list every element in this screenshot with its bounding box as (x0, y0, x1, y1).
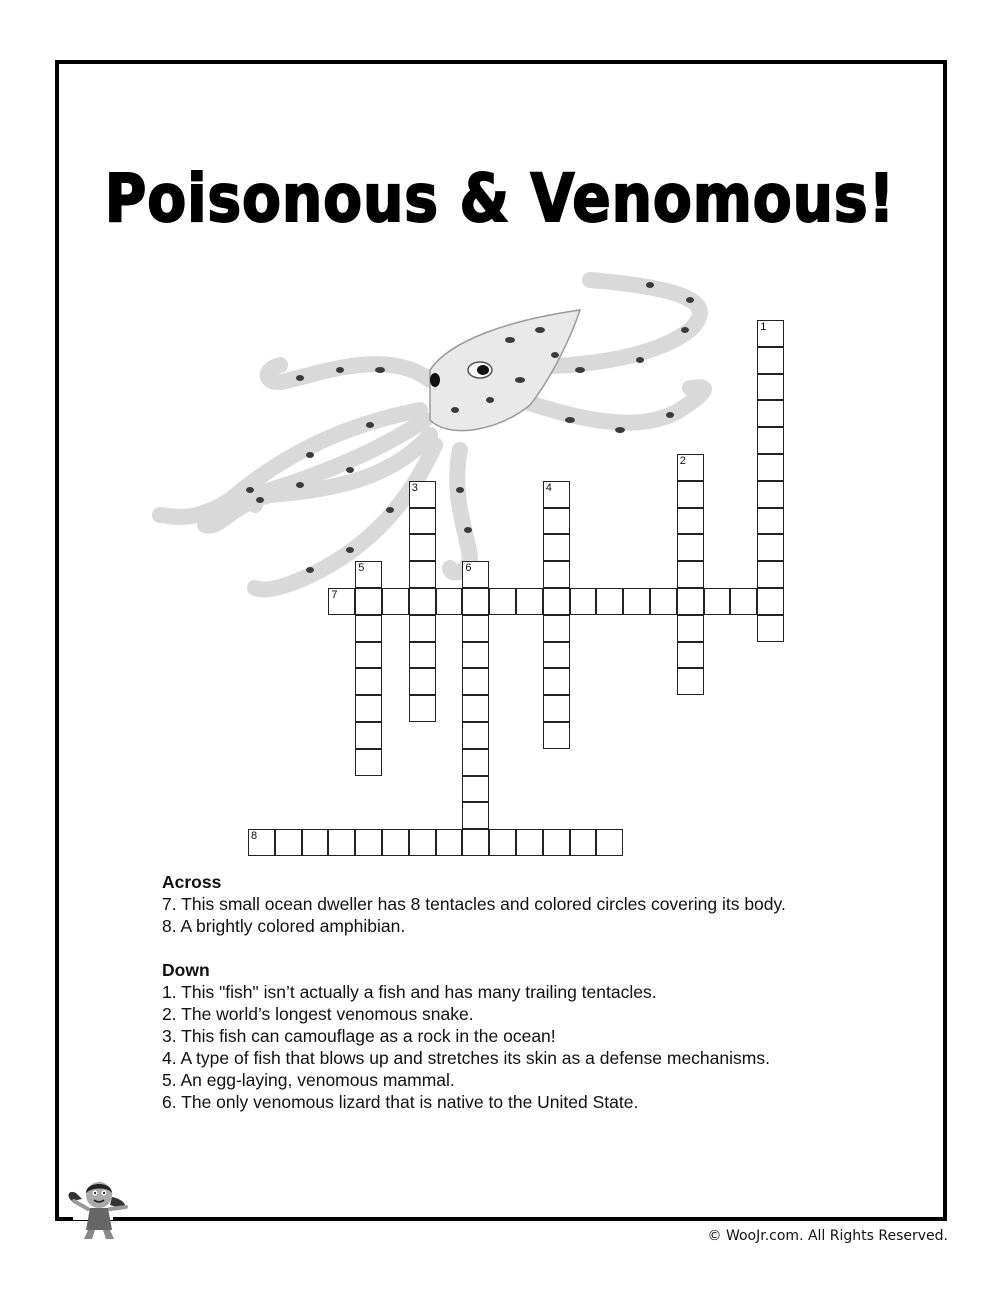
crossword-cell[interactable] (677, 481, 704, 508)
crossword-cell[interactable] (757, 534, 784, 561)
crossword-cell[interactable] (677, 534, 704, 561)
crossword-cell[interactable] (409, 642, 436, 669)
worksheet-title: Poisonous & Venomous! (104, 160, 896, 237)
crossword-cell[interactable] (543, 829, 570, 856)
crossword-cell[interactable] (462, 642, 489, 669)
crossword-cell[interactable] (757, 320, 784, 347)
crossword-cell[interactable] (328, 829, 355, 856)
crossword-cell[interactable] (462, 668, 489, 695)
crossword-cell[interactable] (543, 722, 570, 749)
crossword-cell[interactable] (543, 481, 570, 508)
crossword-cell[interactable] (677, 615, 704, 642)
clue-number: 6 (465, 562, 472, 575)
crossword-cell[interactable] (436, 829, 463, 856)
down-heading: Down (162, 960, 210, 980)
crossword-cell[interactable] (704, 588, 731, 615)
crossword-cell[interactable] (409, 615, 436, 642)
clue-number: 7 (331, 589, 338, 601)
crossword-cell[interactable] (355, 615, 382, 642)
crossword-cell[interactable] (409, 588, 436, 615)
octopus-illustration (150, 270, 730, 610)
crossword-cell[interactable] (462, 722, 489, 749)
crossword-cell[interactable] (543, 588, 570, 615)
crossword-cell[interactable] (462, 561, 489, 588)
crossword-cell[interactable] (409, 668, 436, 695)
crossword-cell[interactable] (355, 668, 382, 695)
crossword-cell[interactable] (677, 668, 704, 695)
clue-number: 1 (760, 321, 767, 333)
crossword-cell[interactable] (355, 829, 382, 856)
clue-down-6: 6. The only venomous lizard that is native to the United State. (162, 1092, 639, 1112)
crossword-cell[interactable] (730, 588, 757, 615)
clue-down-5: 5. An egg-laying, venomous mammal. (162, 1070, 455, 1090)
crossword-cell[interactable] (596, 588, 623, 615)
crossword-cell[interactable] (248, 829, 275, 856)
crossword-cell[interactable] (757, 561, 784, 588)
crossword-cell[interactable] (409, 508, 436, 535)
crossword-cell[interactable] (328, 588, 355, 615)
crossword-cell[interactable] (462, 776, 489, 803)
clues-section (162, 871, 922, 1135)
crossword-cell[interactable] (462, 829, 489, 856)
crossword-cell[interactable] (677, 642, 704, 669)
crossword-cell[interactable] (355, 749, 382, 776)
crossword-cell[interactable] (650, 588, 677, 615)
clue-down-4: 4. A type of fish that blows up and stretches its skin as a defense mechanisms. (162, 1048, 770, 1068)
clue-across-8: 8. A brightly colored amphibian. (162, 916, 406, 936)
crossword-cell[interactable] (543, 668, 570, 695)
copyright-footer: © WooJr.com. All Rights Reserved. (707, 1228, 948, 1244)
crossword-cell[interactable] (409, 481, 436, 508)
crossword-cell[interactable] (543, 561, 570, 588)
clue-down-1: 1. This "fish" isn’t actually a fish and has many trailing tentacles. (162, 982, 657, 1002)
crossword-cell[interactable] (275, 829, 302, 856)
crossword-cell[interactable] (570, 829, 597, 856)
crossword-cell[interactable] (436, 588, 463, 615)
crossword-cell[interactable] (355, 722, 382, 749)
clue-down-3: 3. This fish can camouflage as a rock in the ocean! (162, 1026, 556, 1046)
crossword-cell[interactable] (355, 642, 382, 669)
crossword-cell[interactable] (543, 615, 570, 642)
crossword-cell[interactable] (462, 695, 489, 722)
clue-number: 5 (358, 562, 365, 575)
crossword-cell[interactable] (757, 347, 784, 374)
crossword-cell[interactable] (462, 749, 489, 776)
crossword-cell[interactable] (757, 588, 784, 615)
crossword-cell[interactable] (757, 508, 784, 535)
clue-number: 2 (679, 455, 686, 467)
crossword-cell[interactable] (677, 561, 704, 588)
crossword-cell[interactable] (543, 534, 570, 561)
crossword-cell[interactable] (677, 454, 704, 481)
crossword-cell[interactable] (543, 695, 570, 722)
crossword-cell[interactable] (462, 802, 489, 829)
crossword-cell[interactable] (543, 642, 570, 669)
crossword-cell[interactable] (409, 829, 436, 856)
crossword-cell[interactable] (516, 829, 543, 856)
crossword-cell[interactable] (489, 829, 516, 856)
crossword-cell[interactable] (409, 561, 436, 588)
clue-number: 8 (251, 830, 258, 843)
clue-across-7: 7. This small ocean dweller has 8 tentacles and colored circles covering its body. (162, 894, 786, 914)
crossword-cell[interactable] (677, 508, 704, 535)
clue-number: 4 (545, 481, 552, 494)
mascot-girl-icon (62, 1175, 137, 1245)
crossword-cell[interactable] (543, 508, 570, 535)
clue-down-2: 2. The world’s longest venomous snake. (162, 1004, 474, 1024)
crossword-cell[interactable] (409, 534, 436, 561)
crossword-cell[interactable] (570, 588, 597, 615)
clue-number: 3 (411, 481, 418, 494)
crossword-cell[interactable] (596, 829, 623, 856)
crossword-cell[interactable] (516, 588, 543, 615)
crossword-cell[interactable] (623, 588, 650, 615)
crossword-cell[interactable] (409, 695, 436, 722)
crossword-cell[interactable] (489, 588, 516, 615)
crossword-cell[interactable] (757, 400, 784, 427)
crossword-cell[interactable] (677, 588, 704, 615)
crossword-cell[interactable] (355, 561, 382, 588)
crossword-cell[interactable] (757, 374, 784, 401)
crossword-cell[interactable] (757, 615, 784, 642)
crossword-cell[interactable] (302, 829, 329, 856)
crossword-cell[interactable] (382, 829, 409, 856)
crossword-cell[interactable] (462, 615, 489, 642)
crossword-cell[interactable] (382, 588, 409, 615)
crossword-cell[interactable] (757, 427, 784, 454)
across-heading: Across (162, 872, 222, 892)
crossword-cell[interactable] (757, 454, 784, 481)
crossword-cell[interactable] (355, 695, 382, 722)
crossword-cell[interactable] (462, 588, 489, 615)
crossword-cell[interactable] (355, 588, 382, 615)
down-clues (162, 959, 922, 1113)
crossword-cell[interactable] (757, 481, 784, 508)
across-clues (162, 871, 922, 937)
